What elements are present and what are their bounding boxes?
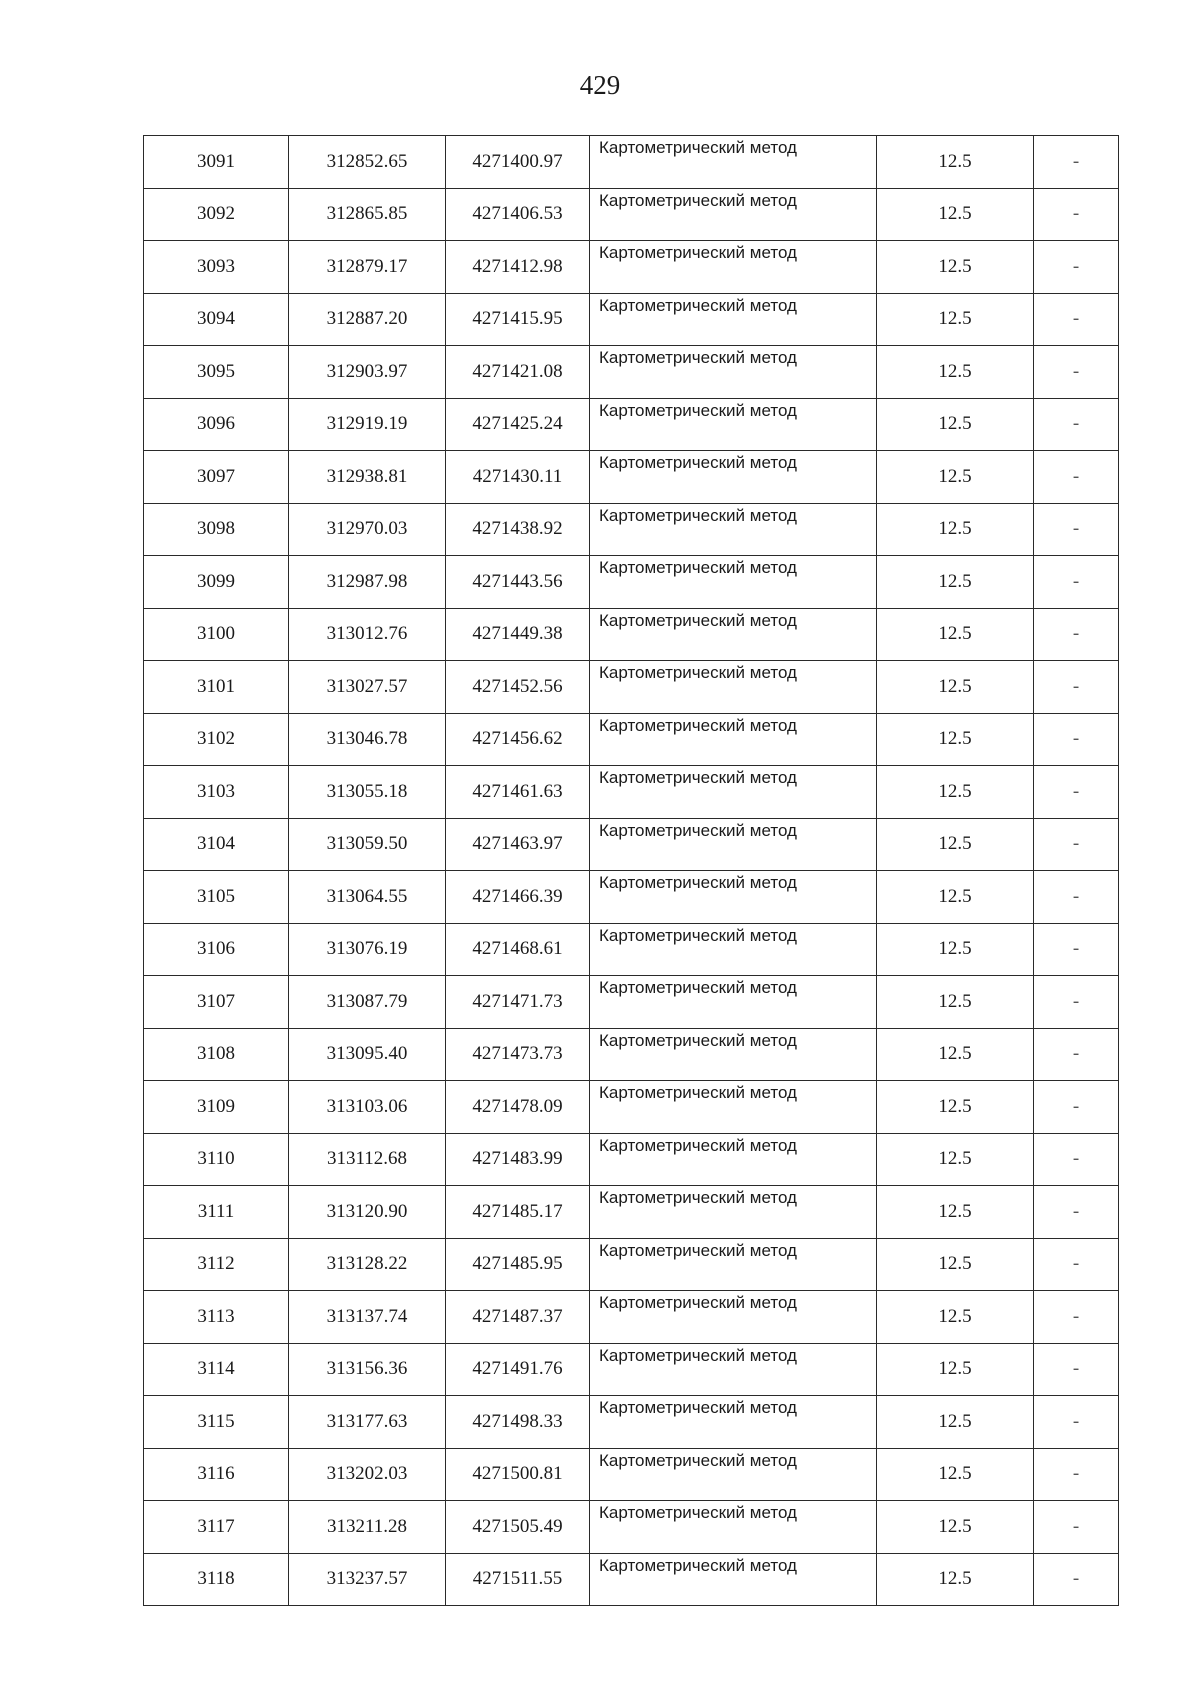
x-coordinate-cell: 313012.76 [289,608,446,661]
accuracy-cell: 12.5 [877,1553,1034,1606]
x-coordinate-cell: 313202.03 [289,1448,446,1501]
table-row [144,1238,1119,1291]
note-cell: - [1034,1448,1119,1501]
y-coordinate-cell: 4271487.37 [446,1291,590,1344]
accuracy-cell: 12.5 [877,503,1034,556]
note-cell: - [1034,818,1119,871]
point-number-cell: 3103 [144,766,289,819]
table-row [144,1133,1119,1186]
x-coordinate-cell: 312970.03 [289,503,446,556]
accuracy-cell: 12.5 [877,241,1034,294]
x-coordinate-cell: 313076.19 [289,923,446,976]
y-coordinate-cell: 4271449.38 [446,608,590,661]
y-coordinate-cell: 4271421.08 [446,346,590,399]
y-coordinate-cell: 4271456.62 [446,713,590,766]
note-cell: - [1034,398,1119,451]
method-cell: Картометрический метод [590,451,877,504]
note-cell: - [1034,503,1119,556]
note-cell: - [1034,1553,1119,1606]
accuracy-cell: 12.5 [877,1028,1034,1081]
y-coordinate-cell: 4271498.33 [446,1396,590,1449]
y-coordinate-cell: 4271430.11 [446,451,590,504]
y-coordinate-cell: 4271461.63 [446,766,590,819]
y-coordinate-cell: 4271452.56 [446,661,590,714]
table-body [144,136,1119,1606]
method-cell: Картометрический метод [590,1186,877,1239]
accuracy-cell: 12.5 [877,713,1034,766]
point-number-cell: 3092 [144,188,289,241]
point-number-cell: 3112 [144,1238,289,1291]
y-coordinate-cell: 4271466.39 [446,871,590,924]
accuracy-cell: 12.5 [877,1186,1034,1239]
method-cell: Картометрический метод [590,1133,877,1186]
accuracy-cell: 12.5 [877,1238,1034,1291]
point-number-cell: 3110 [144,1133,289,1186]
note-cell: - [1034,608,1119,661]
y-coordinate-cell: 4271468.61 [446,923,590,976]
x-coordinate-cell: 313059.50 [289,818,446,871]
method-cell: Картометрический метод [590,976,877,1029]
method-cell: Картометрический метод [590,766,877,819]
method-cell: Картометрический метод [590,1028,877,1081]
y-coordinate-cell: 4271400.97 [446,136,590,189]
method-cell: Картометрический метод [590,503,877,556]
point-number-cell: 3104 [144,818,289,871]
table-row [144,398,1119,451]
point-number-cell: 3095 [144,346,289,399]
method-cell: Картометрический метод [590,1291,877,1344]
method-cell: Картометрический метод [590,661,877,714]
y-coordinate-cell: 4271473.73 [446,1028,590,1081]
accuracy-cell: 12.5 [877,451,1034,504]
table-row [144,1186,1119,1239]
y-coordinate-cell: 4271406.53 [446,188,590,241]
y-coordinate-cell: 4271425.24 [446,398,590,451]
table-row [144,241,1119,294]
table-row [144,188,1119,241]
method-cell: Картометрический метод [590,293,877,346]
x-coordinate-cell: 313103.06 [289,1081,446,1134]
x-coordinate-cell: 312938.81 [289,451,446,504]
x-coordinate-cell: 312919.19 [289,398,446,451]
y-coordinate-cell: 4271505.49 [446,1501,590,1554]
accuracy-cell: 12.5 [877,1501,1034,1554]
point-number-cell: 3101 [144,661,289,714]
point-number-cell: 3099 [144,556,289,609]
note-cell: - [1034,136,1119,189]
method-cell: Картометрический метод [590,1081,877,1134]
table-row [144,136,1119,189]
note-cell: - [1034,346,1119,399]
note-cell: - [1034,556,1119,609]
note-cell: - [1034,1291,1119,1344]
method-cell: Картометрический метод [590,188,877,241]
method-cell: Картометрический метод [590,923,877,976]
accuracy-cell: 12.5 [877,661,1034,714]
point-number-cell: 3097 [144,451,289,504]
method-cell: Картометрический метод [590,1501,877,1554]
x-coordinate-cell: 312887.20 [289,293,446,346]
accuracy-cell: 12.5 [877,398,1034,451]
note-cell: - [1034,1343,1119,1396]
accuracy-cell: 12.5 [877,188,1034,241]
point-number-cell: 3093 [144,241,289,294]
method-cell: Картометрический метод [590,871,877,924]
note-cell: - [1034,1081,1119,1134]
note-cell: - [1034,713,1119,766]
coordinates-table [143,135,1119,1606]
y-coordinate-cell: 4271412.98 [446,241,590,294]
note-cell: - [1034,661,1119,714]
accuracy-cell: 12.5 [877,1081,1034,1134]
point-number-cell: 3115 [144,1396,289,1449]
x-coordinate-cell: 312852.65 [289,136,446,189]
point-number-cell: 3113 [144,1291,289,1344]
accuracy-cell: 12.5 [877,1291,1034,1344]
y-coordinate-cell: 4271511.55 [446,1553,590,1606]
point-number-cell: 3117 [144,1501,289,1554]
accuracy-cell: 12.5 [877,1448,1034,1501]
table-row [144,661,1119,714]
table-row [144,1448,1119,1501]
note-cell: - [1034,1133,1119,1186]
point-number-cell: 3109 [144,1081,289,1134]
x-coordinate-cell: 313211.28 [289,1501,446,1554]
note-cell: - [1034,1238,1119,1291]
point-number-cell: 3091 [144,136,289,189]
point-number-cell: 3102 [144,713,289,766]
table-row [144,1081,1119,1134]
point-number-cell: 3105 [144,871,289,924]
table-row [144,608,1119,661]
page-number: 429 [579,70,621,100]
accuracy-cell: 12.5 [877,1396,1034,1449]
method-cell: Картометрический метод [590,136,877,189]
accuracy-cell: 12.5 [877,923,1034,976]
y-coordinate-cell: 4271485.17 [446,1186,590,1239]
x-coordinate-cell: 313137.74 [289,1291,446,1344]
note-cell: - [1034,1501,1119,1554]
y-coordinate-cell: 4271463.97 [446,818,590,871]
accuracy-cell: 12.5 [877,871,1034,924]
note-cell: - [1034,1028,1119,1081]
point-number-cell: 3100 [144,608,289,661]
method-cell: Картометрический метод [590,608,877,661]
table-row [144,1028,1119,1081]
table-row [144,556,1119,609]
table-row [144,1291,1119,1344]
table-row [144,293,1119,346]
table-row [144,346,1119,399]
table-row [144,923,1119,976]
x-coordinate-cell: 313156.36 [289,1343,446,1396]
table-row [144,503,1119,556]
note-cell: - [1034,241,1119,294]
method-cell: Картометрический метод [590,398,877,451]
table-row [144,976,1119,1029]
x-coordinate-cell: 313237.57 [289,1553,446,1606]
x-coordinate-cell: 313046.78 [289,713,446,766]
y-coordinate-cell: 4271415.95 [446,293,590,346]
accuracy-cell: 12.5 [877,1133,1034,1186]
accuracy-cell: 12.5 [877,766,1034,819]
table-row [144,871,1119,924]
accuracy-cell: 12.5 [877,346,1034,399]
x-coordinate-cell: 313064.55 [289,871,446,924]
method-cell: Картометрический метод [590,1343,877,1396]
x-coordinate-cell: 313087.79 [289,976,446,1029]
x-coordinate-cell: 313128.22 [289,1238,446,1291]
x-coordinate-cell: 312879.17 [289,241,446,294]
x-coordinate-cell: 312865.85 [289,188,446,241]
x-coordinate-cell: 312987.98 [289,556,446,609]
accuracy-cell: 12.5 [877,608,1034,661]
y-coordinate-cell: 4271438.92 [446,503,590,556]
point-number-cell: 3096 [144,398,289,451]
x-coordinate-cell: 313095.40 [289,1028,446,1081]
accuracy-cell: 12.5 [877,1343,1034,1396]
table-row [144,713,1119,766]
note-cell: - [1034,923,1119,976]
note-cell: - [1034,1186,1119,1239]
x-coordinate-cell: 313120.90 [289,1186,446,1239]
note-cell: - [1034,1396,1119,1449]
table-row [144,766,1119,819]
method-cell: Картометрический метод [590,1238,877,1291]
point-number-cell: 3114 [144,1343,289,1396]
note-cell: - [1034,188,1119,241]
y-coordinate-cell: 4271491.76 [446,1343,590,1396]
x-coordinate-cell: 313027.57 [289,661,446,714]
table-row [144,1343,1119,1396]
method-cell: Картометрический метод [590,346,877,399]
note-cell: - [1034,766,1119,819]
x-coordinate-cell: 313055.18 [289,766,446,819]
accuracy-cell: 12.5 [877,818,1034,871]
accuracy-cell: 12.5 [877,976,1034,1029]
y-coordinate-cell: 4271478.09 [446,1081,590,1134]
note-cell: - [1034,451,1119,504]
accuracy-cell: 12.5 [877,556,1034,609]
point-number-cell: 3108 [144,1028,289,1081]
point-number-cell: 3111 [144,1186,289,1239]
y-coordinate-cell: 4271471.73 [446,976,590,1029]
y-coordinate-cell: 4271443.56 [446,556,590,609]
method-cell: Картометрический метод [590,1448,877,1501]
table-row [144,1553,1119,1606]
table-row [144,1501,1119,1554]
point-number-cell: 3106 [144,923,289,976]
point-number-cell: 3118 [144,1553,289,1606]
method-cell: Картометрический метод [590,1553,877,1606]
x-coordinate-cell: 313112.68 [289,1133,446,1186]
accuracy-cell: 12.5 [877,136,1034,189]
method-cell: Картометрический метод [590,1396,877,1449]
point-number-cell: 3094 [144,293,289,346]
table-row [144,1396,1119,1449]
method-cell: Картометрический метод [590,241,877,294]
point-number-cell: 3098 [144,503,289,556]
x-coordinate-cell: 313177.63 [289,1396,446,1449]
y-coordinate-cell: 4271500.81 [446,1448,590,1501]
method-cell: Картометрический метод [590,713,877,766]
method-cell: Картометрический метод [590,818,877,871]
point-number-cell: 3116 [144,1448,289,1501]
x-coordinate-cell: 312903.97 [289,346,446,399]
table-row [144,451,1119,504]
accuracy-cell: 12.5 [877,293,1034,346]
method-cell: Картометрический метод [590,556,877,609]
note-cell: - [1034,871,1119,924]
note-cell: - [1034,293,1119,346]
point-number-cell: 3107 [144,976,289,1029]
y-coordinate-cell: 4271483.99 [446,1133,590,1186]
note-cell: - [1034,976,1119,1029]
table-row [144,818,1119,871]
y-coordinate-cell: 4271485.95 [446,1238,590,1291]
